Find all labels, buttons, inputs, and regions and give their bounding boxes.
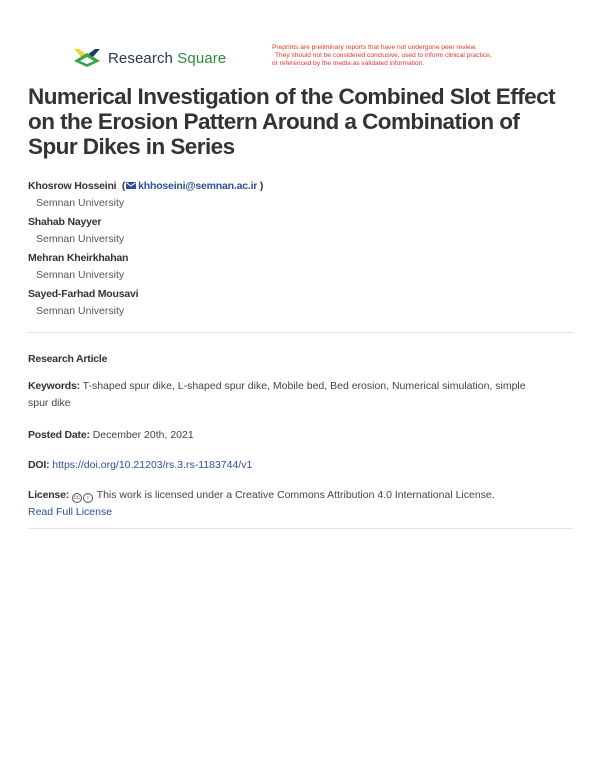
disclaimer-line: or referenced by the media as validated information. — [272, 60, 425, 67]
license-field — [28, 487, 576, 521]
author-entry — [28, 180, 263, 216]
email-open-paren: ( — [119, 180, 126, 192]
doi-field — [28, 457, 576, 474]
research-square-logo-icon — [73, 48, 101, 68]
article-type — [28, 351, 576, 368]
title-line: Numerical Investigation of the Combined Slot Effect — [28, 84, 556, 109]
author-affiliation: Semnan University — [36, 305, 125, 317]
divider-top — [28, 332, 573, 333]
title-line: Spur Dikes in Series — [28, 134, 235, 159]
author-entry — [28, 288, 263, 324]
mail-icon — [126, 182, 136, 189]
keywords-text: T-shaped spur dike, L-shaped spur dike, Mobile bed, Bed erosion, Numerical simulation, simple — [82, 380, 526, 392]
license-text: This work is licensed under a Creative Commons Attribution 4.0 International License. — [96, 489, 495, 501]
author-name: Mehran Kheirkhahan — [28, 252, 129, 264]
disclaimer-line: They should not be considered conclusive, used to inform clinical practice, — [275, 52, 492, 59]
posted-date-field — [28, 427, 576, 444]
doi-link[interactable]: https://doi.org/10.21203/rs.3.rs-1183744/v1 — [52, 459, 253, 471]
divider-bottom — [28, 528, 573, 529]
license-label: License: — [28, 489, 69, 501]
author-entry — [28, 216, 263, 252]
preprint-disclaimer — [272, 44, 542, 68]
author-name: Sayed-Farhad Mousavi — [28, 288, 139, 300]
posted-date-value: December 20th, 2021 — [92, 429, 194, 441]
keywords-text-cont: spur dike — [28, 397, 71, 409]
paper-title — [28, 84, 588, 159]
email-close-paren: ) — [257, 180, 264, 192]
author-name: Shahab Nayyer — [28, 216, 102, 228]
author-affiliation: Semnan University — [36, 269, 125, 281]
title-line: on the Erosion Pattern Around a Combination of — [28, 109, 520, 134]
logo-text — [108, 50, 226, 67]
author-name: Khosrow Hosseini — [28, 180, 117, 192]
doi-label: DOI: — [28, 459, 50, 471]
read-full-license-link[interactable]: Read Full License — [28, 506, 113, 518]
author-list — [28, 180, 263, 324]
author-entry — [28, 252, 263, 288]
author-affiliation: Semnan University — [36, 197, 125, 209]
author-email-link[interactable]: khhoseini@semnan.ac.ir — [138, 180, 258, 192]
article-type-label: Research Article — [28, 353, 108, 365]
posted-date-label: Posted Date: — [28, 429, 90, 441]
logo-word-research: Research — [108, 49, 173, 67]
keywords-label: Keywords: — [28, 380, 80, 392]
keywords-field — [28, 378, 576, 412]
logo-word-square: Square — [177, 49, 227, 67]
research-square-logo[interactable] — [73, 48, 226, 68]
disclaimer-line: Preprints are preliminary reports that have not undergone peer review. — [272, 44, 477, 51]
author-affiliation: Semnan University — [36, 233, 125, 245]
attribution-icon: i — [83, 493, 93, 503]
creative-commons-icon: cc — [73, 495, 80, 501]
